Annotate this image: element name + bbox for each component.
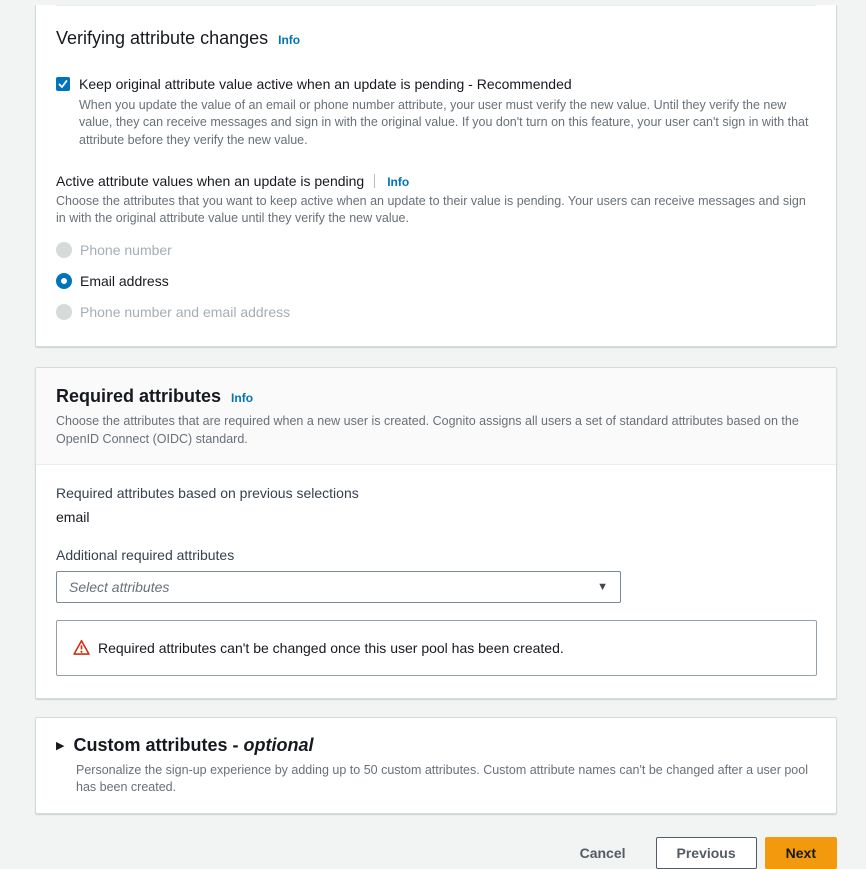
previous-button[interactable]: Previous xyxy=(656,837,757,869)
additional-attributes-field xyxy=(56,547,816,603)
caret-right-icon: ▶ xyxy=(56,739,65,752)
chevron-down-icon: ▼ xyxy=(597,580,608,593)
additional-attributes-label: Additional required attributes xyxy=(56,546,235,563)
previous-selections-label: Required attributes based on previous selections xyxy=(56,484,359,501)
required-attributes-card xyxy=(35,367,837,699)
warning-message: Required attributes can't be changed once this user pool has been created. xyxy=(98,639,564,656)
required-section-description: Choose the attributes that are required when a new user is created. Cognito assigns all users a set of standard attributes based on the OpenID Connect (OIDC) standard. xyxy=(56,414,799,446)
active-values-label: Active attribute values when an update is pending xyxy=(56,172,365,189)
verifying-attribute-changes-card xyxy=(35,5,837,347)
warning-triangle-icon xyxy=(73,639,90,656)
required-attributes-header xyxy=(36,368,836,465)
custom-attributes-description: Personalize the sign-up experience by adding up to 50 custom attributes. Custom attribute names can't be changed after a user pool has been created. xyxy=(76,762,808,795)
verifying-section-title: Verifying attribute changes xyxy=(56,28,269,48)
email-address-radio[interactable] xyxy=(56,273,72,289)
custom-attributes-expander[interactable] xyxy=(56,735,816,756)
section-divider xyxy=(56,5,816,6)
keep-original-description: When you update the value of an email or phone number attribute, your user must verify the new value. Until they verify the new value, they can receive messages and sign in with the original value. If you don't turn on this feature, your user can't sign in with that attribute before they verify the new value. xyxy=(79,98,809,147)
required-section-title: Required attributes xyxy=(56,386,222,407)
wizard-page xyxy=(0,5,866,869)
verifying-info-link[interactable]: Info xyxy=(278,33,301,47)
required-attributes-body xyxy=(36,465,836,698)
custom-attributes-title-optional: optional xyxy=(243,734,314,755)
custom-attributes-card xyxy=(35,717,837,814)
email-address-radio-label[interactable]: Email address xyxy=(80,273,169,290)
radio-option-email-address xyxy=(56,273,816,289)
warning-alert xyxy=(56,620,817,676)
select-placeholder-text: Select attributes xyxy=(69,578,170,595)
phone-number-radio-label: Phone number xyxy=(80,242,172,259)
radio-option-phone-and-email xyxy=(56,304,816,320)
keep-original-checkbox[interactable] xyxy=(56,77,70,91)
cancel-button[interactable]: Cancel xyxy=(576,839,630,867)
label-divider xyxy=(374,174,375,188)
radio-option-phone-number xyxy=(56,242,816,258)
check-icon xyxy=(58,79,68,89)
wizard-footer-actions xyxy=(35,837,837,869)
custom-attributes-title xyxy=(73,735,313,756)
phone-number-radio xyxy=(56,242,72,258)
keep-original-checkbox-row xyxy=(56,75,816,93)
phone-and-email-radio xyxy=(56,304,72,320)
phone-and-email-radio-label: Phone number and email address xyxy=(80,304,291,321)
custom-attributes-title-main: Custom attributes - xyxy=(73,734,244,755)
next-button[interactable]: Next xyxy=(765,837,837,869)
verifying-title-row xyxy=(56,28,816,49)
additional-attributes-select[interactable] xyxy=(56,571,621,603)
active-values-info-link[interactable]: Info xyxy=(387,174,410,189)
required-title-row xyxy=(56,386,816,407)
keep-original-label[interactable]: Keep original attribute value active when an update is pending - Recommended xyxy=(79,76,572,92)
active-values-description: Choose the attributes that you want to keep active when an update to their value is pending. Your users can receive messages and sign in with the original attribute value until they verify the new value. xyxy=(56,193,806,225)
previous-selections-value: email xyxy=(56,508,90,525)
required-info-link[interactable]: Info xyxy=(231,391,254,406)
active-values-label-row xyxy=(56,173,816,189)
